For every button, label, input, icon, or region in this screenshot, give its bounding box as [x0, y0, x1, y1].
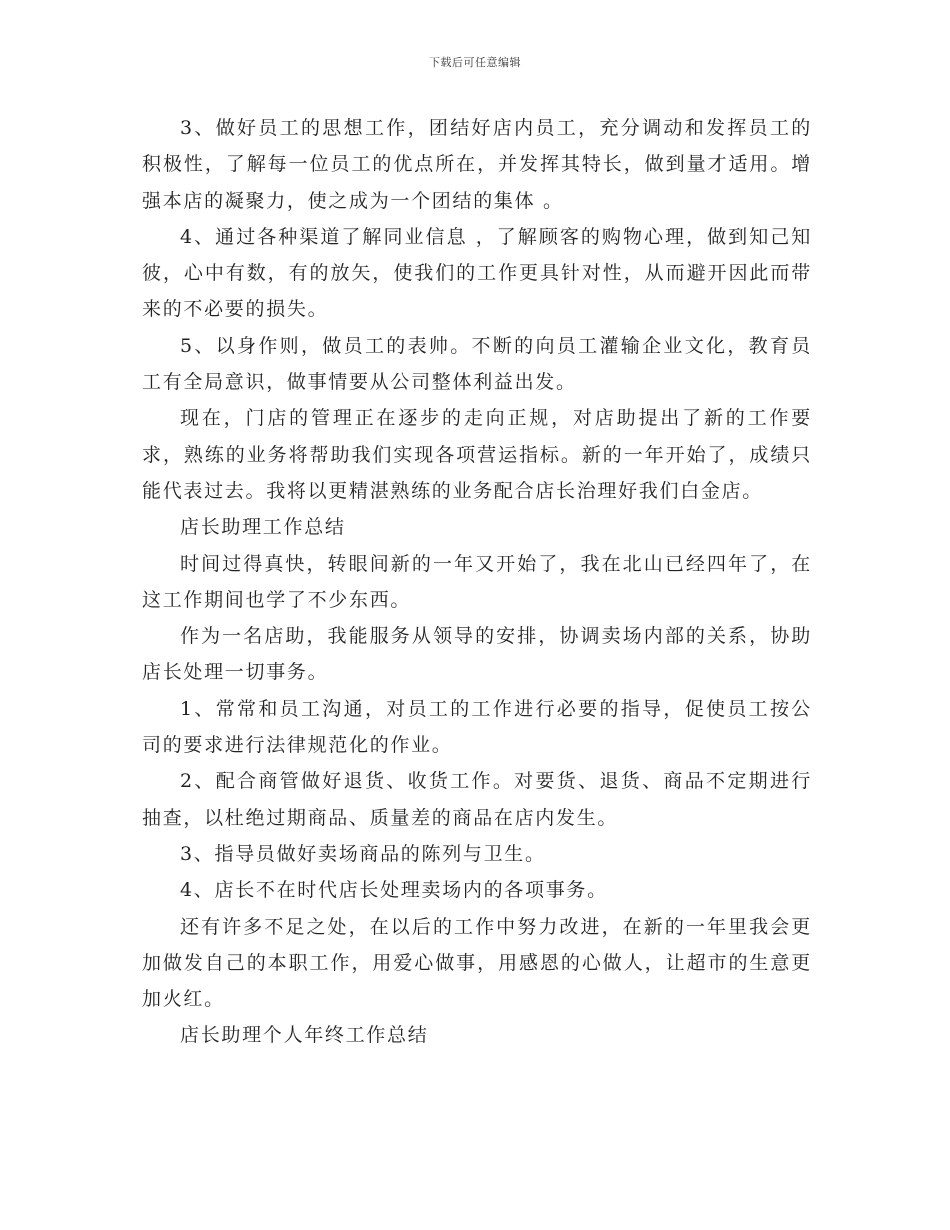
list-item-2: 2、配合商管做好退货、收货工作。对要货、退货、商品不定期进行抽查，以杜绝过期商品、质量差的商品在店内发生。 [142, 770, 812, 829]
list-item-3: 3、指导员做好卖场商品的陈列与卫生。 [180, 842, 546, 865]
page-header: 下载后可任意编辑 [429, 56, 521, 69]
section-heading-summary: 店长助理工作总结 [180, 516, 346, 539]
paragraph-summary: 现在，门店的管理正在逐步的走向正规，对店助提出了新的工作要求，熟练的业务将帮助我们实现各项营运指标。新的一年开始了，成绩只能代表过去。我将以更精湛熟练的业务配合店长治理好我们白金店。 [142, 407, 812, 502]
paragraph-closing: 还有许多不足之处，在以后的工作中努力改进，在新的一年里我会更加做发自己的本职工作，用爱心做事，用感恩的心做人，让超市的生意更加火红。 [142, 915, 812, 1011]
paragraph-role: 作为一名店助，我能服务从领导的安排，协调卖场内部的关系，协助店长处理一切事务。 [142, 625, 812, 684]
paragraph-item-5: 5、以身作则，做员工的表帅。不断的向员工灌输企业文化，教育员工有全局意识，做事情要从公司整体利益出发。 [142, 334, 812, 394]
paragraph-item-4: 4、通过各种渠道了解同业信息 ，了解顾客的购物心理，做到知己知彼，心中有数，有的放矢，使我们的工作更具针对性，从而避开因此而带来的不必要的损失。 [142, 225, 812, 321]
list-item-4: 4、店长不在时代店长处理卖场内的各项事务。 [180, 879, 608, 902]
section-heading-annual: 店长助理个人年终工作总结 [180, 1024, 429, 1047]
list-item-1: 1、常常和员工沟通，对员工的工作进行必要的指导，促使员工按公司的要求进行法律规范化的作业。 [142, 697, 812, 757]
paragraph-item-3: 3、做好员工的思想工作，团结好店内员工，充分调动和发挥员工的积极性，了解每一位员工的优点所在，并发挥其特长，做到量才适用。增强本店的凝聚力，使之成为一个团结的集体 。 [142, 117, 812, 212]
paragraph-intro: 时间过得真快，转眼间新的一年又开始了，我在北山已经四年了，在这工作期间也学了不少东西。 [142, 552, 812, 611]
document-body [142, 110, 812, 1054]
